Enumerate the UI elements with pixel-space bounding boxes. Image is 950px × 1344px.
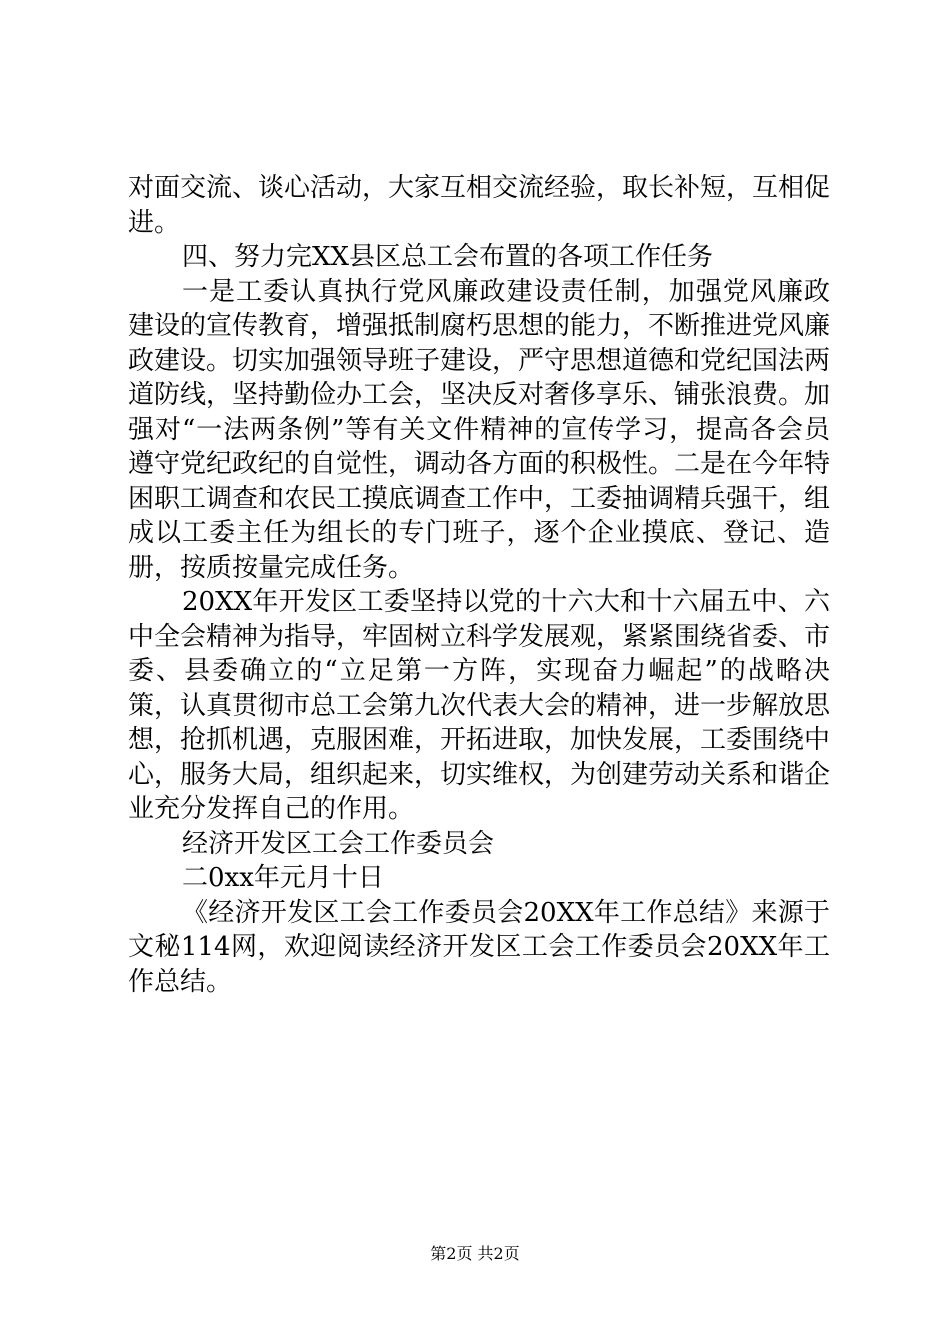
- document-body: [128, 171, 830, 999]
- section-heading: 四、努力完XX县区总工会布置的各项工作任务: [182, 242, 714, 272]
- paragraph-summary: 20XX年开发区工委坚持以党的十六大和十六届五中、六中全会精神为指导，牢固树立科学发展观，紧紧围绕省委、市委、县委确立的“立足第一方阵，实现奋力崛起”的战略决策，认真贯彻市总工会第九次代表大会的精神，进一步解放思想，抢抓机遇，克服困难，开拓进取，加快发展，工委围绕中心，服务大局，组织起来，切实维权，为创建劳动关系和谐企业充分发挥自己的作用。: [128, 587, 831, 824]
- page-number: 第2页 共2页: [430, 1244, 520, 1263]
- paragraph-tasks: 一是工委认真执行党风廉政建设责任制，加强党风廉政建设的宣传教育，增强抵制腐朽思想的能力，不断推进党风廉政建设。切实加强领导班子建设，严守思想道德和党纪国法两道防线，坚持勤俭办工会，坚决反对奢侈享乐、铺张浪费。加强对“一法两条例”等有关文件精神的宣传学习，提高各会员遵守党纪政纪的自觉性，调动各方面的积极性。二是在今年特困职工调查和农民工摸底调查工作中，工委抽调精兵强干，组成以工委主任为组长的专门班子，逐个企业摸底、登记、造册，按质按量完成任务。: [128, 276, 831, 583]
- signature-date: 二0xx年元月十日: [182, 863, 384, 893]
- paragraph-continuation: 对面交流、谈心活动，大家互相交流经验，取长补短，互相促进。: [128, 173, 831, 238]
- source-note: 《经济开发区工会工作委员会20XX年工作总结》来源于文秘114网，欢迎阅读经济开发区工会工作委员会20XX年工作总结。: [128, 897, 830, 997]
- signature-organization: 经济开发区工会工作委员会: [182, 828, 495, 859]
